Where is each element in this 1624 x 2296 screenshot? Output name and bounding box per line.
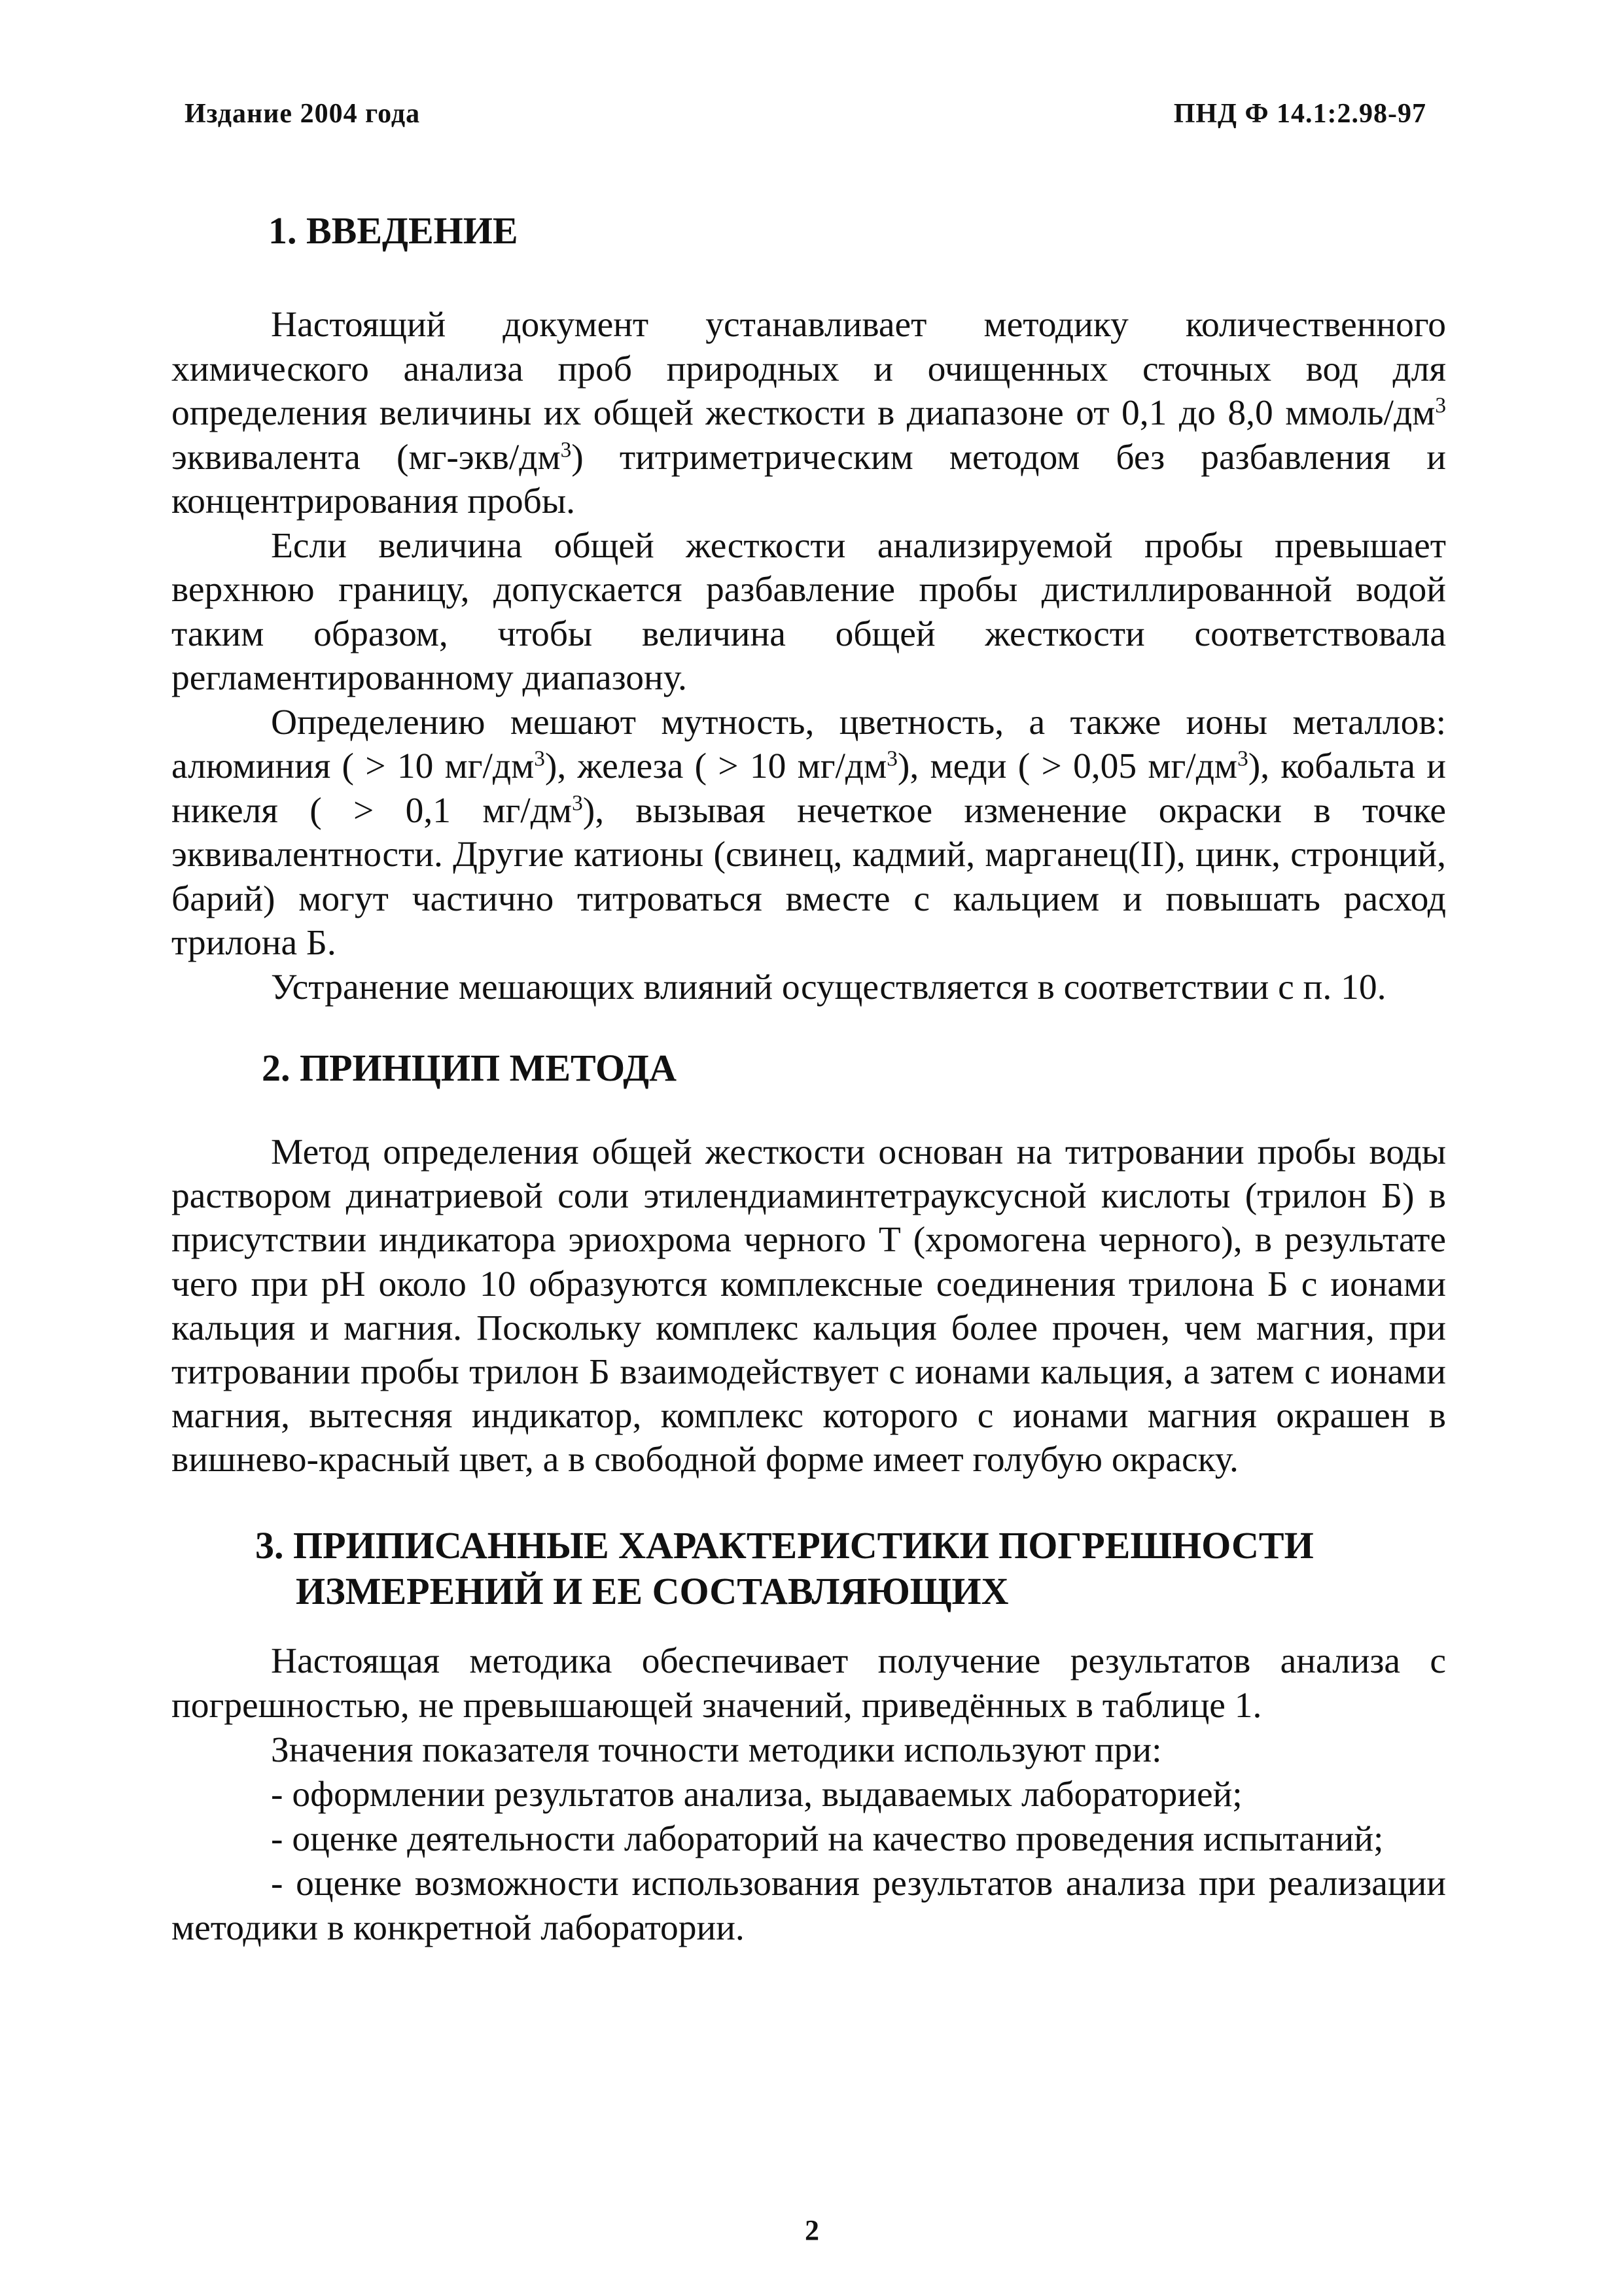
section-3-list-item-1: - оформлении результатов анализа, выдаваемых лабораторией; — [271, 1774, 1243, 1815]
section-1-paragraph-4: Устранение мешающих влияний осуществляется в соответствии с п. 10. — [271, 967, 1386, 1007]
section-1-paragraph-2: Если величина общей жесткости анализируемой пробы превышает верхнюю границу, допускается разбавление пробы дистиллированной водой таким образом, чтобы величина общей жесткости соответствовала регламентированному диапазону. — [171, 525, 1446, 698]
section-3-list-item-2: - оценке деятельности лабораторий на качество проведения испытаний; — [271, 1818, 1384, 1859]
section-3-list-item-3: - оценке возможности использования результатов анализа при реализации методики в конкретной лаборатории. — [171, 1863, 1446, 1948]
edition-header: Издание 2004 года — [185, 99, 421, 129]
page-number: 2 — [805, 2214, 819, 2246]
section-2-title: 2. ПРИНЦИП МЕТОДА — [262, 1047, 677, 1089]
section-1-paragraph-3: Определению мешают мутность, цветность, а также ионы металлов: алюминия ( > 10 $мг/дм^3$), железа ( > 10 $мг/дм^3$), меди ( > 0,05 $мг/дм^3$), кобальта и никеля ( > 0,1 $мг/дм^3$), вызывая нечеткое изменение окраски в точке эквивалентности. Другие катионы (свинец, кадмий, марганец(II), цинк, стронций, барий) могут частично титроваться вместе с кальцием и повышать расход трилона Б. — [171, 702, 1446, 963]
section-3-title-line-2: ИЗМЕРЕНИЙ И ЕЕ СОСТАВЛЯЮЩИХ — [296, 1569, 1009, 1612]
section-2-paragraph-1: Метод определения общей жесткости основан на титровании пробы воды раствором динатриевой соли этилендиаминтетрауксусной кислоты (трилон Б) в присутствии индикатора эриохрома черного Т (хромогена черного), в результате чего при рН около 10 образуются комплексные соединения трилона Б с ионами кальция и магния. Поскольку комплекс кальция более прочен, чем магния, при титровании пробы трилон Б взаимодействует с ионами кальция, а затем с ионами магния, вытесняя индикатор, комплекс которого с ионами магния окрашен в вишнево-красный цвет, а в свободной форме имеет голубую окраску. — [171, 1132, 1446, 1480]
section-1-paragraph-1: Настоящий документ устанавливает методику количественного химического анализа проб природных и очищенных сточных вод для определения величины их общей жесткости в диапазоне от 0,1 до 8,0 ммоль/$дм^3$ эквивалента $(мг-экв/дм^3)$ титриметрическим методом без разбавления и концентрирования пробы. — [171, 305, 1447, 521]
page-body — [171, 208, 1446, 1951]
section-1-title: 1. ВВЕДЕНИЕ — [268, 209, 518, 252]
section-3-title — [255, 1523, 1446, 1614]
section-3-title-line-1: 3. ПРИПИСАННЫЕ ХАРАКТЕРИСТИКИ ПОГРЕШНОСТИ — [255, 1523, 1314, 1567]
document-code-header: ПНД Ф 14.1:2.98-97 — [1173, 99, 1426, 129]
section-3-paragraph-1: Настоящая методика обеспечивает получение результатов анализа с погрешностью, не превышающей значений, приведённых в таблице 1. — [171, 1641, 1446, 1726]
section-3-paragraph-2: Значения показателя точности методики используют при: — [271, 1730, 1162, 1770]
